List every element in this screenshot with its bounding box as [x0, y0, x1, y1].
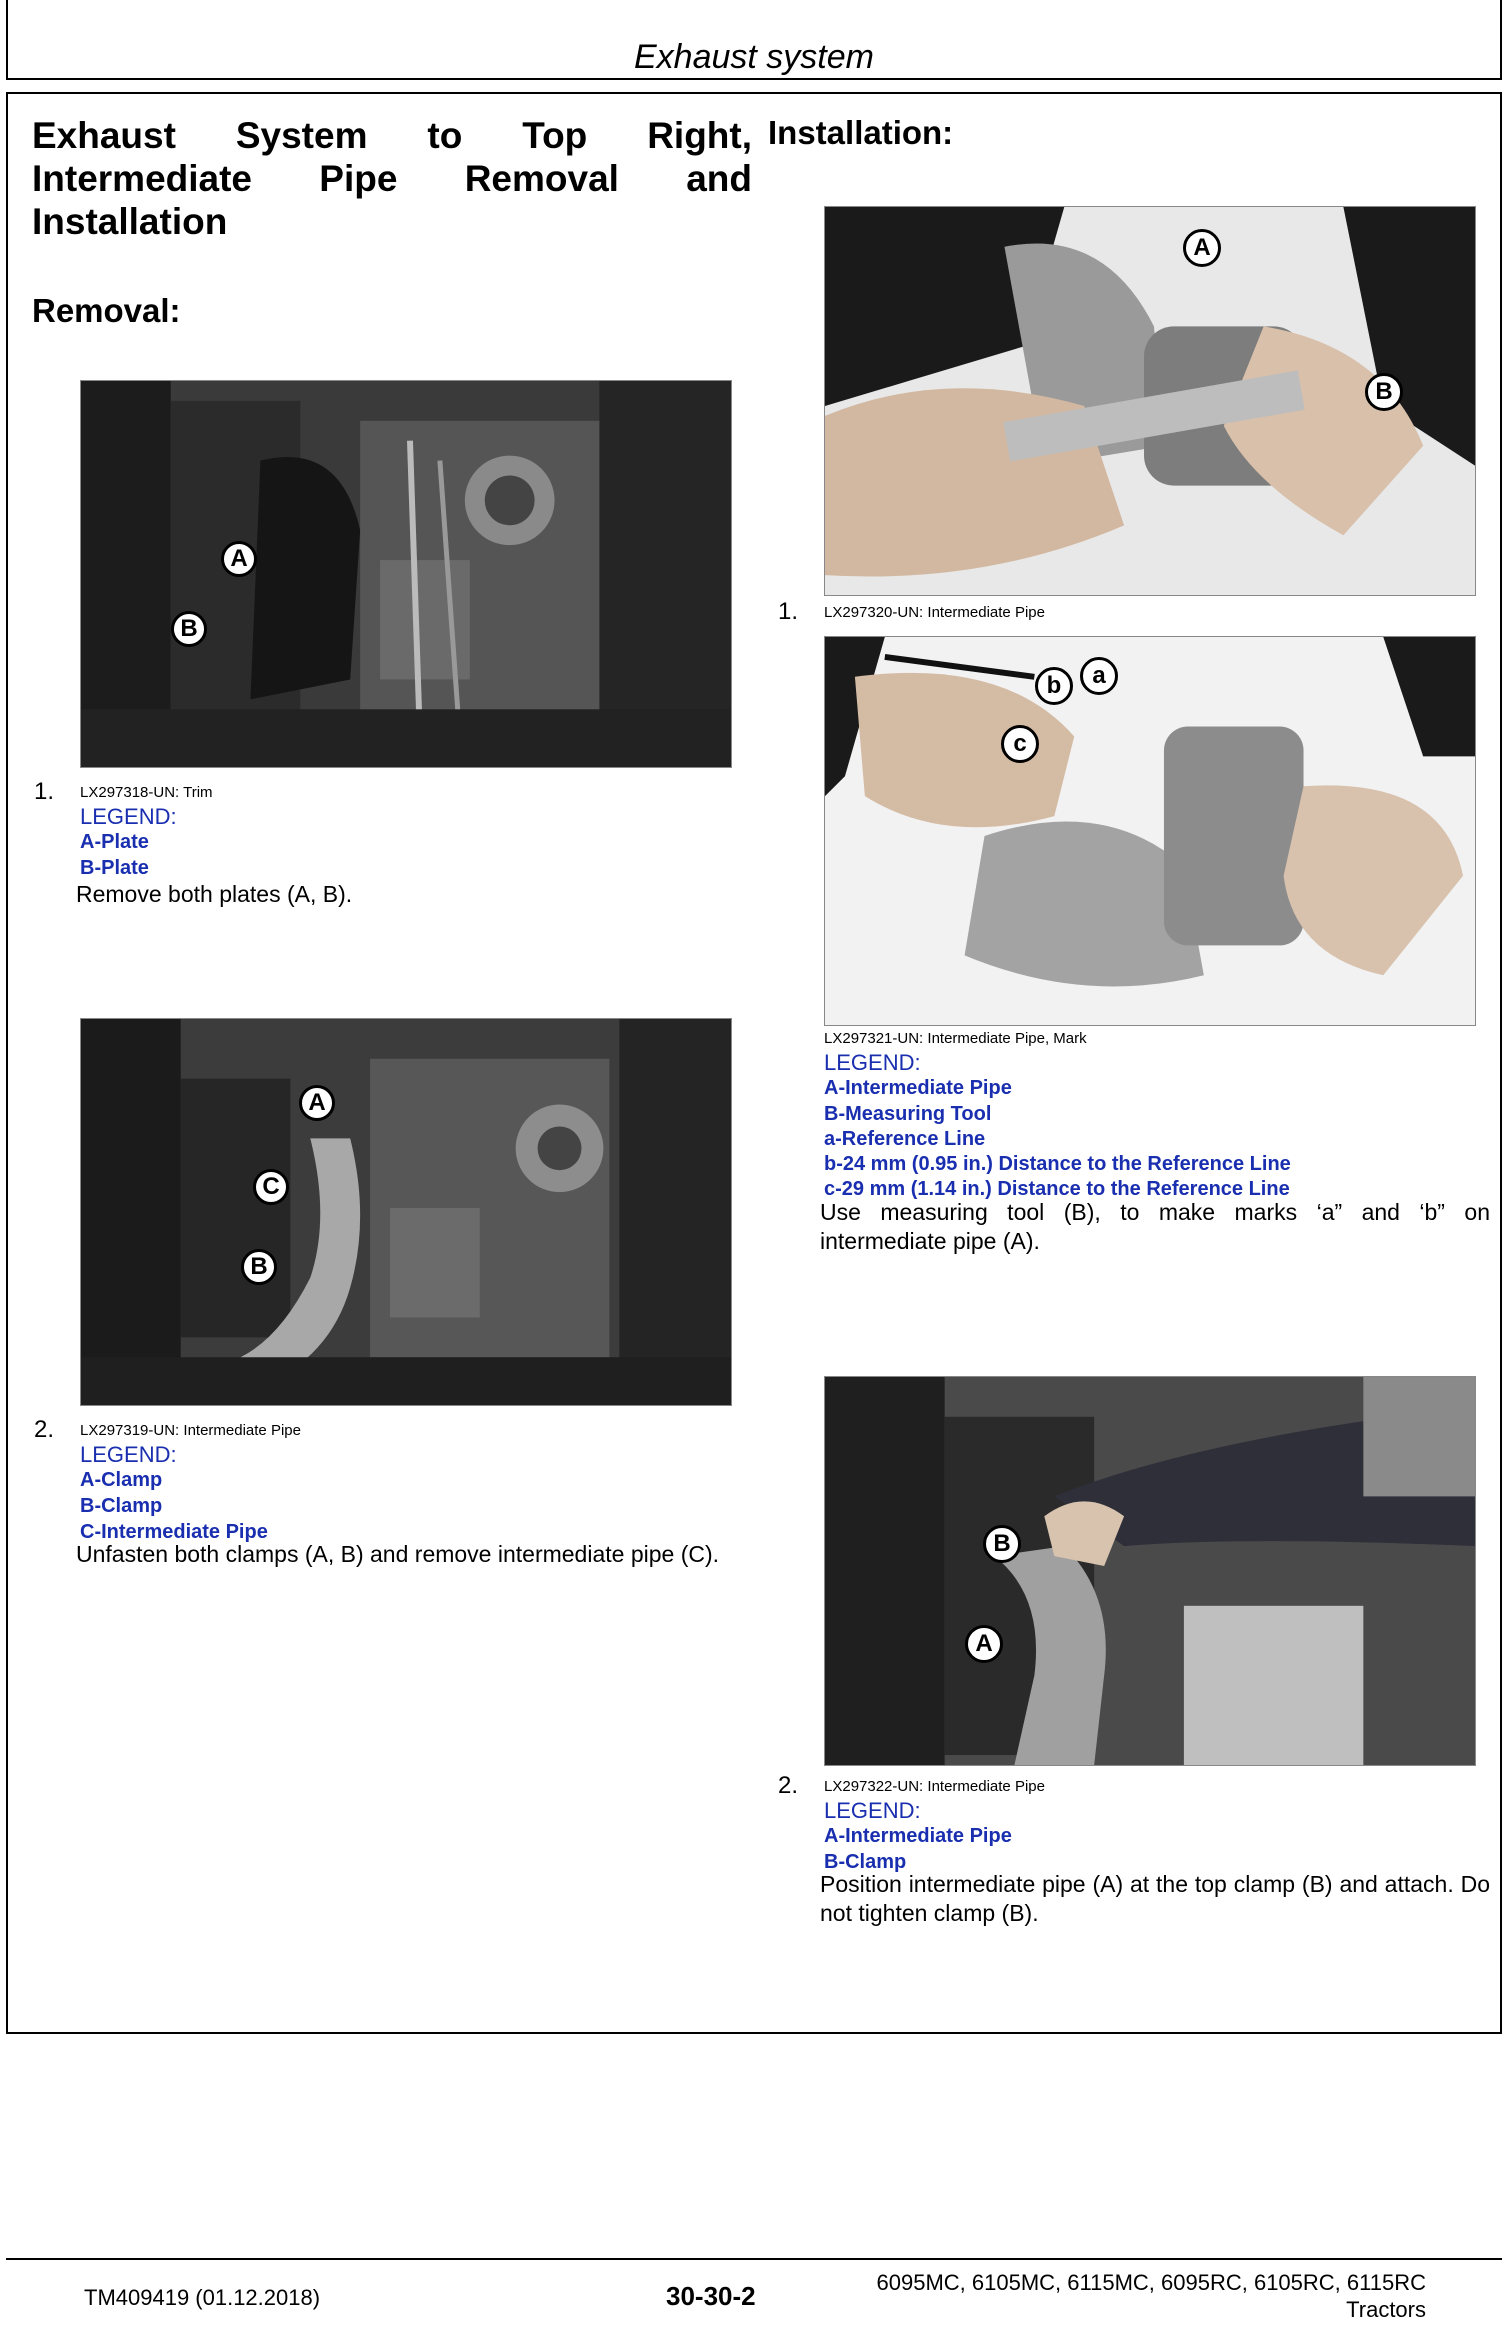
figure-pipe-position — [824, 1376, 1476, 1766]
installation-heading: Installation: — [768, 114, 954, 151]
callout-a: A — [299, 1085, 335, 1121]
removal-step-1-legend-label: LEGEND: — [80, 804, 177, 829]
installation-step-1b-caption: LX297321-UN: Intermediate Pipe, Mark — [824, 1030, 1087, 1047]
callout-a: A — [221, 541, 257, 577]
legend-item: c-29 mm (1.14 in.) Distance to the Reference Line — [824, 1178, 1290, 1200]
callout-b: B — [983, 1525, 1021, 1563]
marking-photo — [825, 637, 1475, 1025]
legend-item: a-Reference Line — [824, 1128, 986, 1150]
header-box — [6, 0, 1502, 80]
legend-item: A-Intermediate Pipe — [824, 1825, 1012, 1847]
removal-step-2-instruction: Unfasten both clamps (A, B) and remove intermediate pipe (C). — [76, 1541, 720, 1567]
installation-step-1b-instruction: Use measuring tool (B), to make marks ‘a” and ‘b” on intermediate pipe (A). — [820, 1199, 1490, 1254]
footer-page-number: 30-30-2 — [666, 2281, 756, 2311]
callout-b-lower: b — [1035, 667, 1073, 705]
removal-step-2-caption: LX297319-UN: Intermediate Pipe — [80, 1422, 301, 1439]
removal-step-2-legend-label: LEGEND: — [80, 1442, 177, 1467]
footer-model-list: 6095MC, 6105MC, 6115MC, 6095RC, 6105RC, 6115RC — [876, 2270, 1426, 2295]
installation-step-2-caption: LX297322-UN: Intermediate Pipe — [824, 1778, 1045, 1795]
legend-item: A-Plate — [80, 831, 149, 853]
installation-step-1-caption: LX297320-UN: Intermediate Pipe — [824, 604, 1045, 621]
installation-step-1-number: 1. — [778, 598, 799, 625]
installation-step-2-instruction: Position intermediate pipe (A) at the top clamp (B) and attach. Do not tighten clamp (B). — [820, 1871, 1490, 1926]
callout-a: A — [1183, 229, 1221, 267]
footer-doc-id: TM409419 (01.12.2018) — [84, 2285, 321, 2310]
left-column — [32, 114, 756, 329]
legend-item: A-Intermediate Pipe — [824, 1077, 1012, 1099]
legend-item: b-24 mm (0.95 in.) Distance to the Reference Line — [824, 1153, 1291, 1175]
callout-b: B — [171, 611, 207, 647]
figure-marking — [824, 636, 1476, 1026]
callout-b: B — [241, 1249, 277, 1285]
figure-trim — [80, 380, 732, 768]
removal-step-1-caption: LX297318-UN: Trim — [80, 784, 213, 801]
figure-measuring — [824, 206, 1476, 596]
legend-item: A-Clamp — [80, 1469, 163, 1491]
legend-item: B-Plate — [80, 857, 149, 879]
engine-trim-photo — [81, 381, 731, 767]
engine-pipe-photo — [81, 1019, 731, 1405]
removal-step-1-number: 1. — [34, 778, 55, 805]
installation-step-2-legend-label: LEGEND: — [824, 1798, 921, 1823]
callout-c-lower: c — [1001, 725, 1039, 763]
legend-item: B-Clamp — [824, 1851, 907, 1873]
footer-product: Tractors — [1346, 2297, 1426, 2322]
section-title: Exhaust system — [634, 38, 874, 76]
legend-item: B-Clamp — [80, 1495, 163, 1517]
callout-b: B — [1365, 373, 1403, 411]
legend-item: B-Measuring Tool — [824, 1103, 992, 1125]
pipe-position-photo — [825, 1377, 1475, 1765]
removal-step-1-instruction: Remove both plates (A, B). — [76, 881, 353, 907]
callout-c: C — [253, 1169, 289, 1205]
page-title: Exhaust System to Top Right, Intermediate Pipe Removal and Installation — [32, 115, 752, 242]
footer-rule — [6, 2258, 1502, 2260]
removal-step-2-number: 2. — [34, 1416, 55, 1443]
callout-a: A — [965, 1625, 1003, 1663]
removal-heading: Removal: — [32, 292, 181, 329]
installation-step-2-number: 2. — [778, 1772, 799, 1799]
footer-models — [877, 2269, 1426, 2323]
content-frame — [6, 92, 1502, 2034]
figure-intermediate-pipe-removal — [80, 1018, 732, 1406]
callout-a-lower: a — [1080, 657, 1118, 695]
installation-step-1b-legend-label: LEGEND: — [824, 1050, 921, 1075]
legend-item: C-Intermediate Pipe — [80, 1521, 268, 1543]
